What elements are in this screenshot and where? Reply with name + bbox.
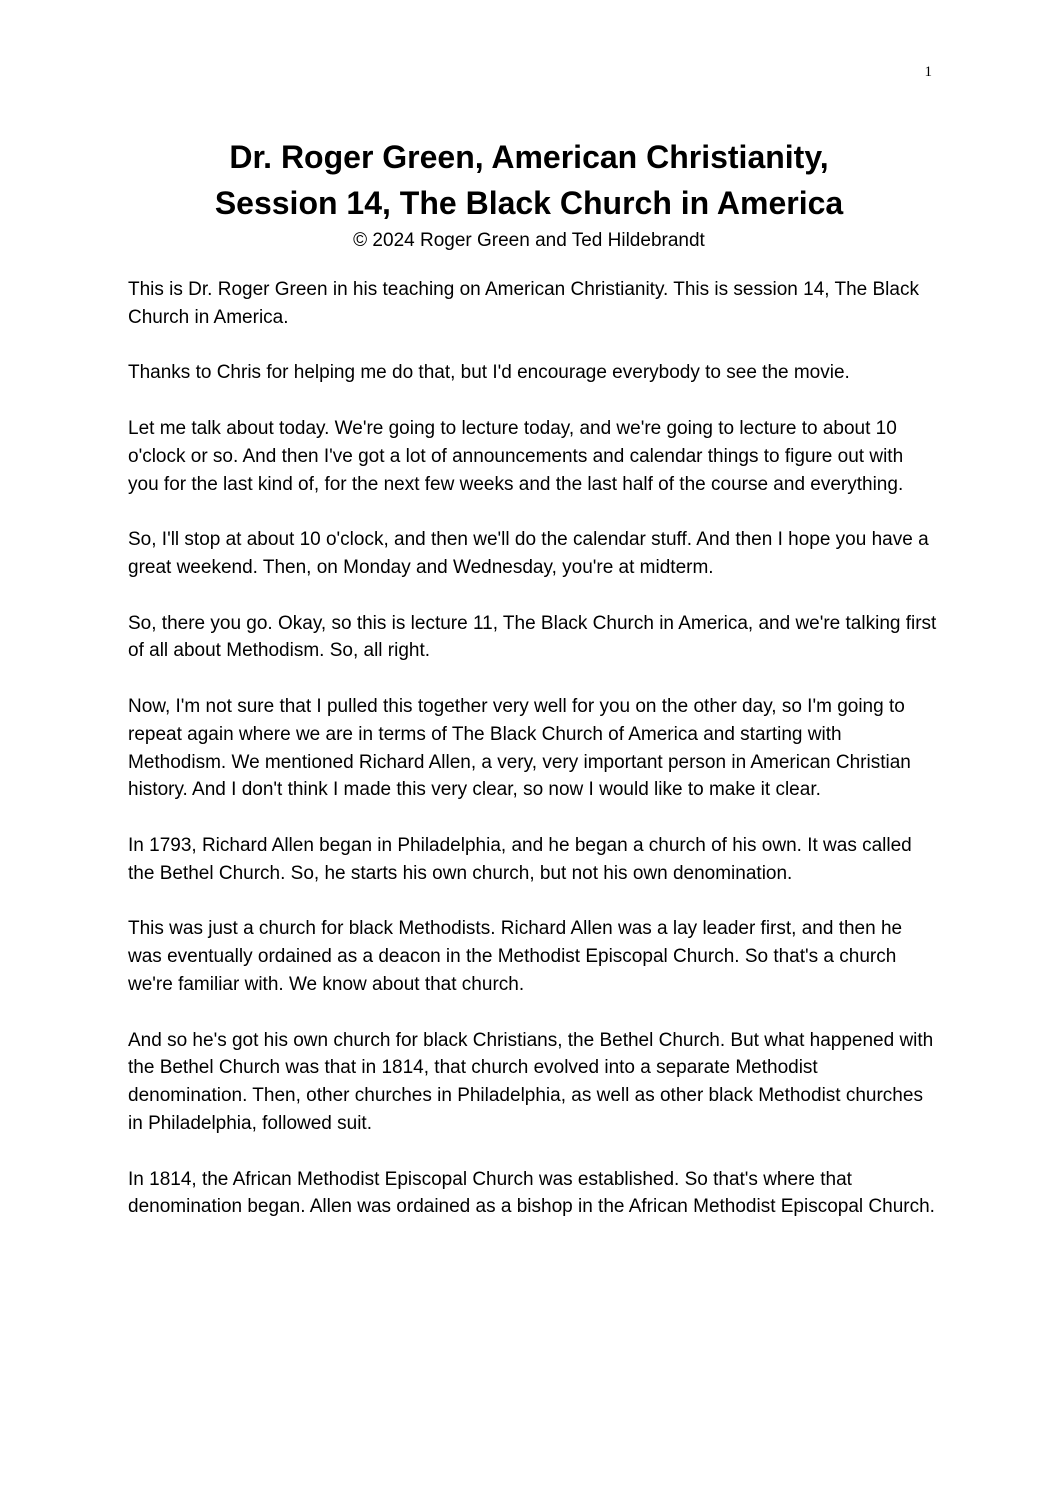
paragraph: So, I'll stop at about 10 o'clock, and then we'll do the calendar stuff. And then I hope you have a great weekend. Then, on Monday and Wednesday, you're at midterm.: [128, 529, 929, 578]
paragraph: Thanks to Chris for helping me do that, but I'd encourage everybody to see the movie.: [128, 362, 850, 384]
paragraph: In 1814, the African Methodist Episcopal Church was established. So that's where that denomination began. Allen was ordained as a bishop in the African Methodist Episcopal Church.: [128, 1168, 935, 1218]
paragraph: And so he's got his own church for black Christians, the Bethel Church. But what happened with the Bethel Church was that in 1814, that church evolved into a separate Methodist denomination. Then, other churches in Philadelphia, as well as other black Methodist churches in Philadelphia, followed suit.: [128, 1029, 934, 1134]
document-title-line-1: Dr. Roger Green, American Christianity,: [229, 139, 829, 175]
paragraph: This is Dr. Roger Green in his teaching on American Christianity. This is session 14, The Black Church in America.: [128, 279, 919, 328]
page-number: 1: [924, 64, 932, 80]
paragraph: So, there you go. Okay, so this is lecture 11, The Black Church in America, and we're talking first of all about Methodism. So, all right.: [128, 612, 937, 662]
paragraph: Let me talk about today. We're going to lecture today, and we're going to lecture to about 10 o'clock or so. And then I've got a lot of announcements and calendar things to figure out with you for the last kind of, for the next few weeks and the last half of the course and everything.: [128, 417, 904, 495]
paragraph: This was just a church for black Methodists. Richard Allen was a lay leader first, and then he was eventually ordained as a deacon in the Methodist Episcopal Church. So that's a church we're familiar with. We know about that church.: [128, 918, 903, 995]
paragraph: Now, I'm not sure that I pulled this together very well for you on the other day, so I'm going to repeat again where we are in terms of The Black Church of America and starting with Methodism. We mentioned Richard Allen, a very, very important person in American Christian history. And I don't think I made this very clear, so now I would like to make it clear.: [128, 695, 911, 801]
title-block: [0, 134, 1058, 254]
transcript-body: [128, 276, 938, 1249]
copyright-notice: © 2024 Roger Green and Ted Hildebrandt: [353, 230, 705, 251]
paragraph: In 1793, Richard Allen began in Philadelphia, and he began a church of his own. It was called the Bethel Church. So, he starts his own church, but not his own denomination.: [128, 834, 912, 884]
document-title-line-2: Session 14, The Black Church in America: [214, 185, 844, 221]
